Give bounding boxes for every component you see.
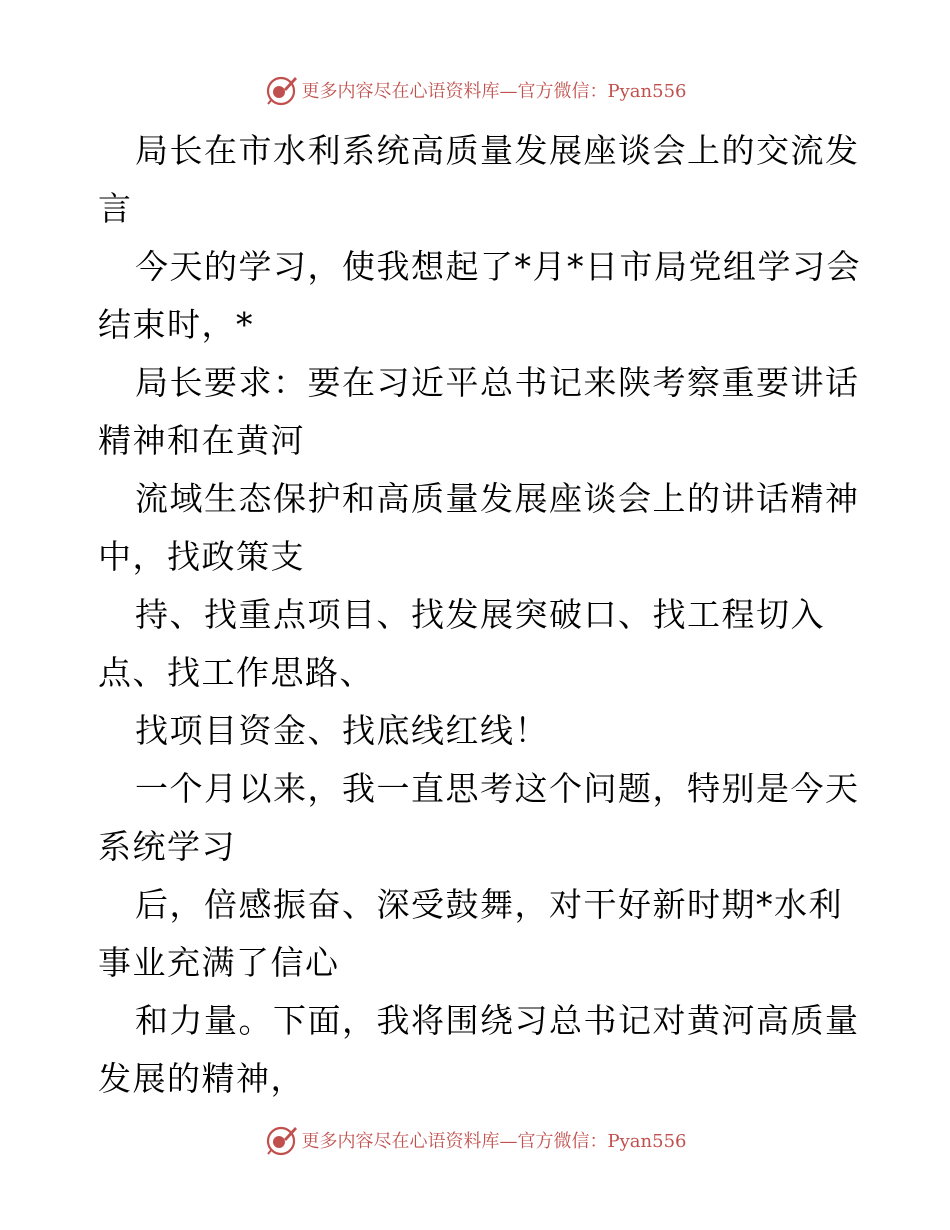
quill-pen-circle-icon xyxy=(264,73,298,107)
text-line: 局长在市水利系统高质量发展座谈会上的交流发 xyxy=(135,131,860,170)
text-line: 精神和在黄河 xyxy=(98,421,305,460)
banner-text: 更多内容尽在心语资料库 xyxy=(301,81,500,102)
text-line: 发展的精神， xyxy=(98,1059,305,1098)
text-line: 和力量。下面，我将围绕习总书记对黄河高质量 xyxy=(135,1001,860,1040)
quill-pen-circle-icon xyxy=(264,1123,298,1157)
text-line: 言 xyxy=(98,189,133,228)
text-line: 今天的学习，使我想起了*月*日市局党组学习会 xyxy=(135,247,861,286)
text-line: 事业充满了信心 xyxy=(98,943,340,982)
text-line: 中，找政策支 xyxy=(98,537,305,576)
text-line: 一个月以来，我一直思考这个问题，特别是今天 xyxy=(135,769,860,808)
header-banner xyxy=(0,70,950,110)
text-line: 后，倍感振奋、深受鼓舞，对干好新时期*水利 xyxy=(135,885,843,924)
text-line: 流域生态保护和高质量发展座谈会上的讲话精神 xyxy=(135,479,860,518)
text-line: 系统学习 xyxy=(98,827,236,866)
document-body xyxy=(98,122,861,1108)
banner-text: 更多内容尽在心语资料库 xyxy=(301,1131,500,1152)
banner-dash: — xyxy=(499,81,518,102)
banner-dash: — xyxy=(499,1131,518,1152)
text-line: 持、找重点项目、找发展突破口、找工程切入 xyxy=(135,595,825,634)
footer-banner xyxy=(0,1120,950,1160)
text-line: 点、找工作思路、 xyxy=(98,653,374,692)
banner-wechat: 官方微信：Pyan556 xyxy=(517,1131,687,1152)
text-line: 找项目资金、找底线红线！ xyxy=(135,711,549,750)
text-line: 局长要求：要在习近平总书记来陕考察重要讲话 xyxy=(135,363,860,402)
text-line: 结束时，* xyxy=(98,305,254,344)
banner-wechat: 官方微信：Pyan556 xyxy=(517,81,687,102)
